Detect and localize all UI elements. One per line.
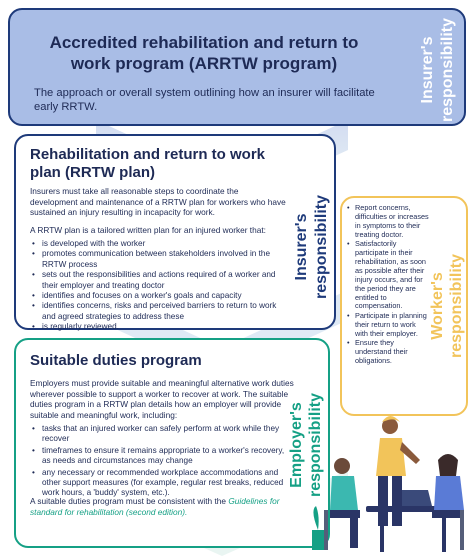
list-item: • Participate in planning their return to work with their employer. (346, 312, 430, 339)
list-item: • timeframes to ensure it remains appropriate to a worker's recovery, as needs and circumstances may change (30, 446, 292, 467)
worker-responsibility-line2: responsibility (448, 253, 465, 359)
insurer-responsibility-line2: responsibility (313, 194, 330, 300)
suitable-duties-bullets (30, 424, 292, 500)
list-item: • Report concerns, difficulties or increases in symptoms to their treating doctor. (346, 204, 430, 240)
list-item: • tasks that an injured worker can safely perform at work while they recover (30, 424, 292, 445)
guidelines-link[interactable]: Guidelines for standard for rehabilitation (second edition). (30, 496, 280, 517)
rrtw-plan-intro: Insurers must take all reasonable steps to coordinate the development and maintenance of a RRTW plan for workers who have sustained an injury resulting in incapacity for work. (30, 186, 286, 218)
worker-responsibility-card (340, 196, 468, 416)
suitable-duties-card (14, 338, 330, 548)
rrtw-plan-title: Rehabilitation and return to work plan (RRTW plan) (30, 146, 266, 181)
suitable-duties-footer-text: A suitable duties program must be consistent with the (30, 496, 229, 506)
arrtw-program-description: The approach or overall system outlining how an insurer will facilitate early RRTW. (34, 87, 375, 113)
rrtw-plan-card (14, 134, 336, 330)
list-item: • is regularly reviewed. (30, 322, 292, 332)
suitable-duties-footer (30, 496, 292, 517)
employer-responsibility-line2: responsibility (307, 392, 324, 498)
worker-responsibility-line1: Worker's (429, 272, 446, 340)
list-item: • promotes communication between stakeholders involved in the RRTW process (30, 249, 292, 270)
list-item: • identifies concerns, risks and perceived barriers to return to work and agreed strategies to address these (30, 301, 292, 322)
insurer-responsibility-label-top (410, 18, 462, 122)
rrtw-plan-definition: A RRTW plan is a tailored written plan for an injured worker that: (30, 225, 266, 235)
suitable-duties-intro: Employers must provide suitable and meaningful alternative work duties wherever possible to support a worker to recover at work. The suitable duties program in a RRTW plan details how an employer will provide suitable and meaningful work, including: (30, 378, 294, 420)
arrtw-program-title: Accredited rehabilitation and return to work program (ARRTW program) (49, 33, 359, 73)
list-item: • any necessary or recommended workplace accommodations and other support measures (for example, regular rest breaks, reduced work hours, a 'buddy' system, etc.). (30, 468, 292, 499)
list-item: • Satisfactorily participate in their rehabilitation, as soon as possible after their injury occurs, and for the period they are entitled to compensation. (346, 240, 430, 311)
team-meeting-illustration (310, 410, 474, 556)
list-item: • identifies and focuses on a worker's goals and capacity (30, 291, 292, 301)
insurer-responsibility-line2: responsibility (439, 18, 456, 122)
insurer-responsibility-label-plan (286, 172, 336, 322)
list-item: • Ensure they understand their obligations. (346, 339, 430, 366)
insurer-responsibility-line1: Insurer's (293, 213, 310, 281)
suitable-duties-title: Suitable duties program (30, 352, 202, 369)
worker-responsibility-bullets (346, 204, 430, 366)
arrtw-program-card (8, 8, 466, 126)
employer-responsibility-line1: Employer's (288, 402, 305, 488)
list-item: • sets out the responsibilities and actions required of a worker and their employer and treating doctor (30, 270, 292, 291)
insurer-responsibility-line1: Insurer's (419, 36, 436, 104)
list-item: • is developed with the worker (30, 239, 292, 249)
rrtw-plan-bullets (30, 239, 292, 333)
worker-responsibility-label (424, 198, 468, 414)
